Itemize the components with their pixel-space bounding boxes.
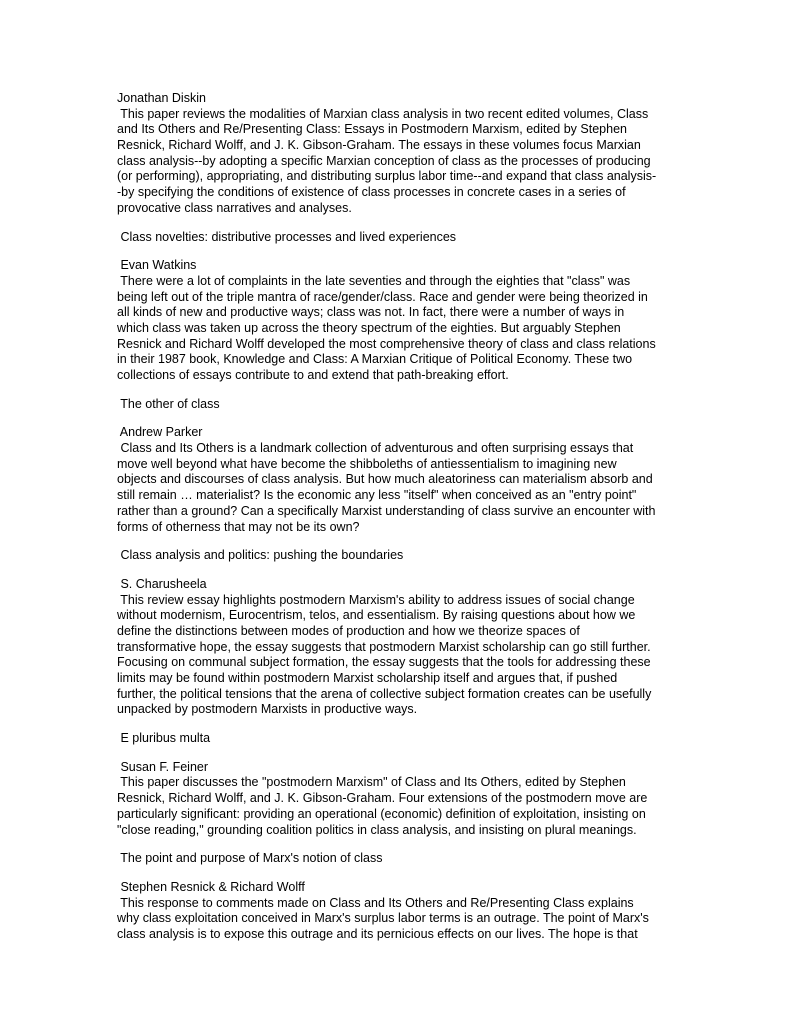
entry-diskin: [117, 91, 677, 217]
abstract-line: being left out of the triple mantra of race/gender/class. Race and gender were being theorized in: [117, 289, 648, 304]
abstract-line: in their 1987 book, Knowledge and Class: A Marxian Critique of Political Economy. These two: [117, 352, 633, 367]
entry-author: Jonathan Diskin: [117, 91, 206, 105]
document-body: [117, 91, 677, 943]
abstract-line: without modernism, Eurocentrism, telos, and essentialism. By raising questions about how we: [117, 608, 636, 623]
abstract-line: all kinds of new and productive ways; class was not. In fact, there were a number of ways in: [117, 305, 625, 320]
abstract-line: "close reading," grounding coalition politics in class analysis, and insisting on plural meanings.: [117, 822, 637, 837]
entry-watkins: [117, 230, 677, 384]
abstract-line: Class and Its Others is a landmark collection of adventurous and often surprising essays that: [117, 441, 634, 456]
entry-charusheela: [117, 548, 677, 718]
abstract-line: Resnick, Richard Wolff, and J. K. Gibson-Graham. Four extensions of the postmodern move are: [117, 791, 648, 806]
abstract-line: provocative class narratives and analyses.: [117, 200, 352, 215]
abstract-line: which class was taken up across the theory spectrum of the eighties. But arguably Stephen: [117, 320, 621, 335]
entry-title: The other of class: [117, 396, 220, 411]
entry-title: Class analysis and politics: pushing the boundaries: [117, 548, 404, 563]
abstract-line: class analysis--by adopting a specific Marxian conception of class as the processes of producing: [117, 153, 651, 168]
entry-author: Evan Watkins: [117, 258, 197, 273]
entry-author: S. Charusheela: [117, 576, 207, 591]
abstract-line: unpacked by postmodern Marxists in productive ways.: [117, 702, 418, 717]
abstract-line: This review essay highlights postmodern Marxism's ability to address issues of social change: [117, 592, 635, 607]
abstract-line: class analysis is to expose this outrage and its pernicious effects on our lives. The hope is that: [117, 926, 638, 941]
entry-title: E pluribus multa: [117, 731, 211, 746]
abstract-line: still remain … materialist? Is the economic any less "itself" when conceived as an "entry point": [117, 488, 637, 503]
entry-title: Class novelties: distributive processes and lived experiences: [117, 229, 457, 244]
abstract-line: There were a lot of complaints in the late seventies and through the eighties that "class" was: [117, 273, 631, 288]
abstract-line: Resnick, Richard Wolff, and J. K. Gibson-Graham. The essays in these volumes focus Marxian: [117, 138, 641, 153]
entry-title: The point and purpose of Marx's notion of class: [117, 851, 383, 866]
abstract-line: why class exploitation conceived in Marx's surplus labor terms is an outrage. The point of Marx's: [117, 911, 649, 926]
entry-author: Susan F. Feiner: [117, 759, 209, 774]
entry-feiner: [117, 731, 677, 838]
entry-author: Andrew Parker: [117, 425, 203, 440]
abstract-line: Focusing on communal subject formation, the essay suggests that the tools for addressing these: [117, 655, 651, 670]
abstract-line: objects and discourses of class analysis. But how much aleatoriness can materialism absorb and: [117, 472, 653, 487]
abstract-line: This response to comments made on Class and Its Others and Re/Presenting Class explains: [117, 895, 634, 910]
entry-resnick-wolff: [117, 851, 677, 942]
abstract-line: limits may be found within postmodern Marxist scholarship itself and argues that, if pushed: [117, 671, 618, 685]
abstract-line: -by specifying the conditions of existence of class processes in concrete cases in a series of: [117, 185, 626, 200]
entry-parker: [117, 397, 677, 536]
abstract-line: forms of otherness that may not be its own?: [117, 519, 360, 534]
abstract-line: move well beyond what have become the shibboleths of antiessentialism to imagining new: [117, 456, 617, 471]
entry-author: Stephen Resnick & Richard Wolff: [117, 879, 305, 894]
abstract-line: transformative hope, the essay suggests that postmodern Marxist scholarship can go still further.: [117, 639, 651, 654]
abstract-line: collections of essays contribute to and extend that path-breaking effort.: [117, 368, 509, 382]
abstract-line: (or performing), appropriating, and distributing surplus labor time--and expand that class analysis-: [117, 169, 657, 184]
abstract-line: and Its Others and Re/Presenting Class: Essays in Postmodern Marxism, edited by Stephen: [117, 122, 627, 137]
abstract-line: particularly significant: providing an operational (economic) definition of exploitation, insisting on: [117, 806, 646, 821]
abstract-line: further, the political tensions that the arena of collective subject formation creates can be usefully: [117, 686, 652, 701]
abstract-line: rather than a ground? Can a specifically Marxist understanding of class survive an encounter with: [117, 503, 656, 518]
abstract-line: This paper reviews the modalities of Marxian class analysis in two recent edited volumes, Class: [117, 106, 649, 121]
abstract-line: define the distinctions between modes of production and how we theorize spaces of: [117, 623, 580, 638]
abstract-line: Resnick and Richard Wolff developed the most comprehensive theory of class and class relations: [117, 336, 656, 351]
abstract-line: This paper discusses the "postmodern Marxism" of Class and Its Others, edited by Stephen: [117, 775, 626, 790]
